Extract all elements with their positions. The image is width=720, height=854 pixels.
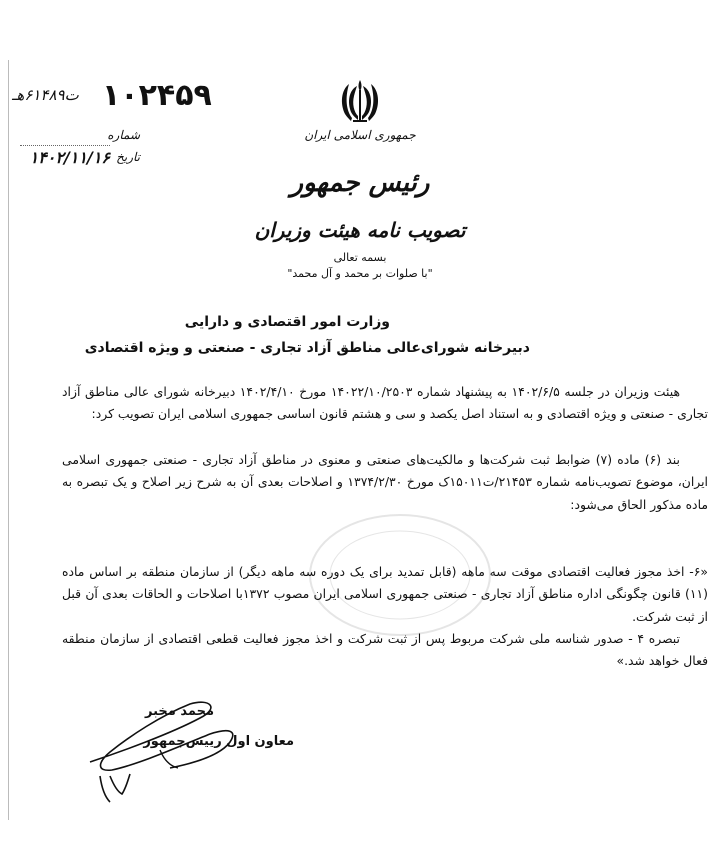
resolution-title: تصویب نامه هیئت وزیران	[254, 218, 466, 242]
reference-number-line	[12, 78, 212, 113]
paragraph-3-block	[62, 561, 708, 628]
page-edge-line	[8, 60, 9, 820]
handwritten-signature	[60, 690, 260, 810]
signatory-title: معاون اول رییس‌جمهور	[143, 734, 294, 749]
date-value: ۱۴۰۲/۱۱/۱۶	[29, 148, 110, 167]
document-number: ۱۰۲۴۵۹	[102, 78, 212, 113]
number-field	[20, 128, 140, 150]
number-dots	[20, 145, 110, 146]
date-field	[20, 150, 140, 172]
paragraph-1-block	[62, 381, 708, 426]
reference-code: ت۶۱۴۸۹هـ	[12, 86, 79, 104]
paragraph-2: بند (۶) ماده (۷) ضوابط ثبت شرکت‌ها و مالکیت‌های صنعتی و معنوی در مناطق آزاد تجاری - صنعتی جمهوری اسلامی ایران، موضوع تصویب‌نامه شماره ۲۱۴۵۳/ت۱۵۰۱۱ک مورخ ۱۳۷۴/۲/۳۰ و اصلاحات بعدی آن به شرح زیر اصلاح و یک تبصره به ماده مذکور الحاق می‌شود:	[62, 452, 708, 512]
recipient-secretariat: دبیرخانه شورای‌عالی مناطق آزاد تجاری - صنعتی و ویژه اقتصادی	[84, 340, 530, 356]
salavat: "با صلوات بر محمد و آل محمد"	[287, 267, 433, 280]
signatory-name: محمد مخبر	[145, 704, 214, 719]
date-label: تاریخ	[116, 150, 140, 164]
presidency-title: رئیس جمهور	[290, 168, 430, 198]
country-name: جمهوری اسلامی ایران	[304, 128, 416, 142]
paragraph-2-block	[62, 449, 708, 516]
paragraph-4: تبصره ۴ - صدور شناسه ملی شرکت مربوط پس از ثبت شرکت و اخذ مجوز فعالیت قطعی اقتصادی از سازمان منطقه فعال خواهد شد.»	[62, 631, 708, 669]
paragraph-4-block	[62, 628, 708, 673]
number-label: شماره	[107, 128, 140, 142]
recipient-ministry: وزارت امور اقتصادی و دارایی	[184, 314, 390, 330]
paragraph-3: «۶- اخذ مجوز فعالیت اقتصادی موقت سه ماهه (قابل تمدید برای یک دوره سه ماهه دیگر) از سازمان منطقه بر اساس ماده (۱۱) قانون چگونگی اداره مناطق آزاد تجاری - صنعتی جمهوری اسلامی ایران مصوب ۱۳۷۲با اصلاحات و الحاقات بعدی آن قبل از ثبت شرکت.	[62, 564, 708, 624]
iran-emblem-icon	[335, 76, 385, 126]
paragraph-1: هیئت وزیران در جلسه ۱۴۰۲/۶/۵ به پیشنهاد شماره ۱۴۰۲۲/۱۰/۲۵۰۳ مورخ ۱۴۰۲/۴/۱۰ دبیرخانه شورای عالی مناطق آزاد تجاری - صنعتی و ویژه اقتصادی و به استناد اصل یکصد و سی و هشتم قانون اساسی جمهوری اسلامی ایران تصویب کرد:	[62, 384, 708, 422]
basmala: بسمه تعالی	[333, 251, 387, 264]
